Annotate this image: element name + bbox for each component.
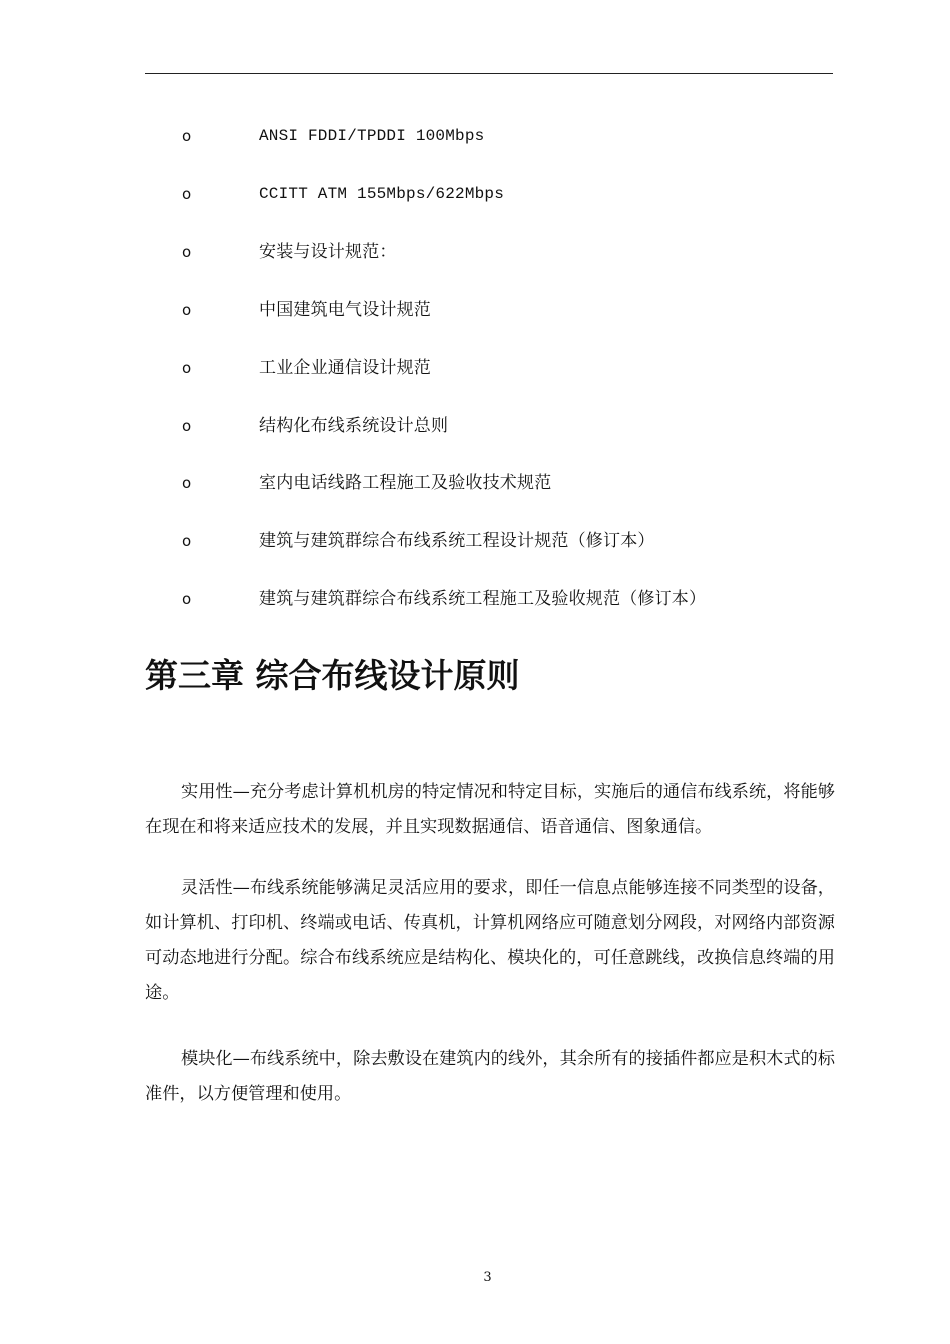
bullet-marker: o (182, 243, 192, 261)
list-item (0, 353, 950, 383)
list-item (0, 237, 950, 267)
bullet-marker: o (182, 417, 192, 435)
bullet-marker: o (182, 359, 192, 377)
bullet-marker: o (182, 185, 192, 203)
list-item-text: 中国建筑电气设计规范 (259, 300, 431, 320)
list-item-text: 建筑与建筑群综合布线系统工程设计规范（修订本） (259, 531, 655, 551)
list-item-text: 结构化布线系统设计总则 (259, 416, 449, 436)
bullet-marker: o (182, 127, 192, 145)
bullet-marker: o (182, 474, 192, 492)
list-item-text: CCITT ATM 155Mbps/622Mbps (259, 185, 505, 203)
paragraph-practicality: 实用性—充分考虑计算机机房的特定情况和特定目标，实施后的通信布线系统，将能够在现在和将来适应技术的发展，并且实现数据通信、语音通信、图象通信。 (145, 782, 835, 837)
list-item (0, 584, 950, 614)
list-item (0, 295, 950, 325)
list-item (0, 468, 950, 498)
paragraph-modularity: 模块化—布线系统中，除去敷设在建筑内的线外，其余所有的接插件都应是积木式的标准件，以方便管理和使用。 (145, 1049, 835, 1104)
bullet-marker: o (182, 301, 192, 319)
list-item (0, 526, 950, 556)
list-item (0, 121, 950, 151)
list-item-text: 工业企业通信设计规范 (259, 358, 431, 378)
paragraph-flexibility: 灵活性—布线系统能够满足灵活应用的要求，即任一信息点能够连接不同类型的设备，如计算机、打印机、终端或电话、传真机，计算机网络应可随意划分网段，对网络内部资源可动态地进行分配。综合布线系统应是结构化、模块化的，可任意跳线，改换信息终端的用途。 (145, 878, 835, 1003)
list-item (0, 411, 950, 441)
list-item-text: 建筑与建筑群综合布线系统工程施工及验收规范（修订本） (259, 589, 707, 609)
header-rule (145, 73, 833, 74)
page-number: 3 (483, 1270, 492, 1285)
list-item-text: 安装与设计规范： (259, 242, 397, 262)
chapter-heading: 第三章 综合布线设计原则 (145, 656, 520, 695)
bullet-marker: o (182, 532, 192, 550)
list-item (0, 179, 950, 209)
list-item-text: ANSI FDDI/TPDDI 100Mbps (259, 127, 485, 145)
list-item-text: 室内电话线路工程施工及验收技术规范 (259, 473, 552, 493)
bullet-marker: o (182, 590, 192, 608)
